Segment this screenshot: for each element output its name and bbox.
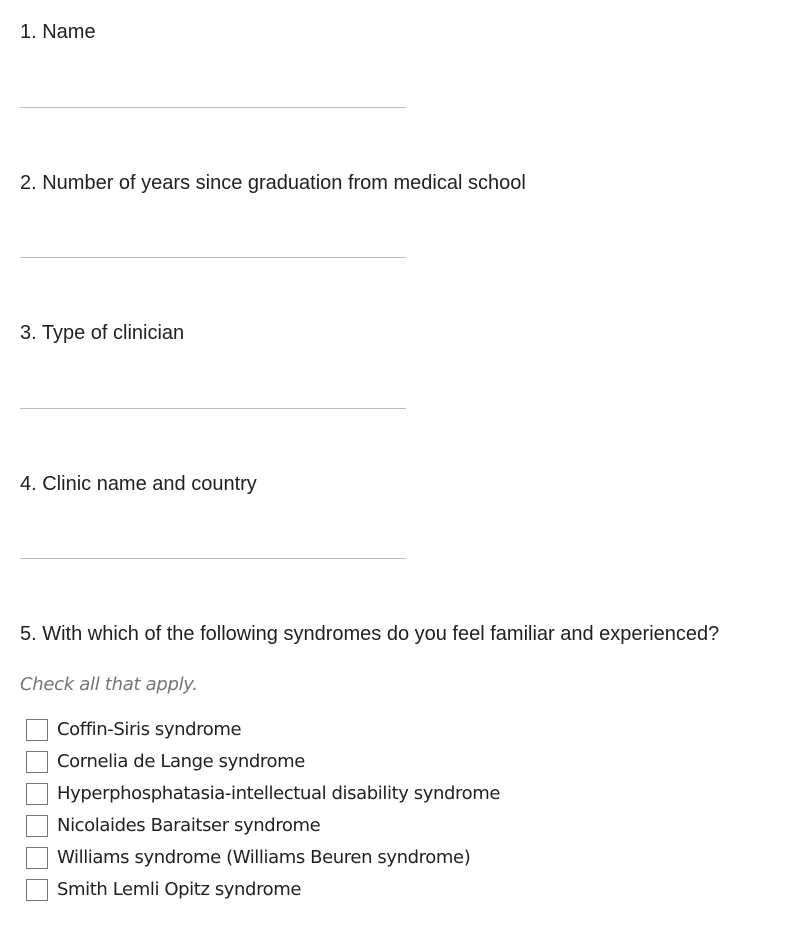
option-label: Coffin-Siris syndrome xyxy=(57,719,242,740)
name-answer-field[interactable] xyxy=(20,107,406,108)
option-cornelia-de-lange[interactable] xyxy=(26,746,726,778)
option-label: Williams syndrome (Williams Beuren syndrome) xyxy=(57,847,471,868)
question-name-label: 1. Name xyxy=(20,21,96,43)
question-syndromes-label: 5. With which of the following syndromes do you feel familiar and experienced? xyxy=(20,623,720,645)
checkbox[interactable] xyxy=(26,751,48,773)
option-nicolaides-baraitser[interactable] xyxy=(26,810,726,842)
question-clinician-type-label: 3. Type of clinician xyxy=(20,322,185,344)
clinic-answer-field[interactable] xyxy=(20,558,406,559)
option-label: Smith Lemli Opitz syndrome xyxy=(57,879,302,900)
checkbox[interactable] xyxy=(26,879,48,901)
years-answer-field[interactable] xyxy=(20,257,406,258)
check-all-hint: Check all that apply. xyxy=(20,674,198,695)
question-years-label: 2. Number of years since graduation from medical school xyxy=(20,172,526,194)
checkbox[interactable] xyxy=(26,815,48,837)
clinician-type-answer-field[interactable] xyxy=(20,408,406,409)
option-coffin-siris[interactable] xyxy=(26,714,726,746)
option-label: Cornelia de Lange syndrome xyxy=(57,751,305,772)
checkbox[interactable] xyxy=(26,847,48,869)
checkbox[interactable] xyxy=(26,783,48,805)
option-label: Nicolaides Baraitser syndrome xyxy=(57,815,321,836)
option-hyperphosphatasia[interactable] xyxy=(26,778,726,810)
option-label: Hyperphosphatasia-intellectual disability syndrome xyxy=(57,783,501,804)
option-williams[interactable] xyxy=(26,842,726,874)
checkbox[interactable] xyxy=(26,719,48,741)
question-clinic-label: 4. Clinic name and country xyxy=(20,473,257,495)
option-smith-lemli-opitz[interactable] xyxy=(26,874,726,906)
syndrome-options-list xyxy=(26,714,726,906)
